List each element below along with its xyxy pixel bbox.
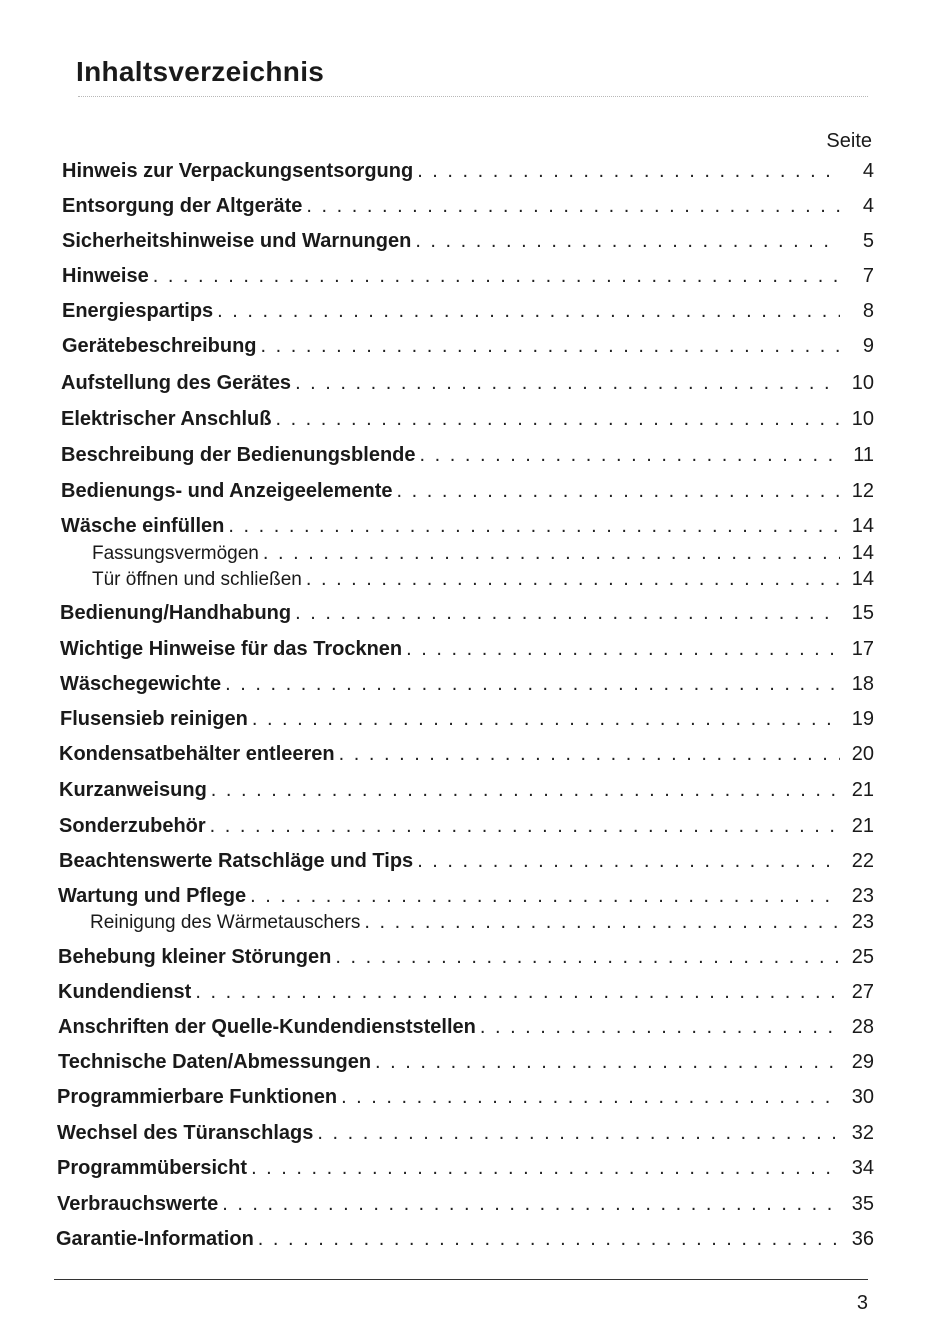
dot-leader: [228, 515, 840, 538]
toc-entry: [59, 815, 874, 838]
dot-leader: [153, 265, 840, 288]
toc-entry: [62, 300, 874, 323]
toc-entry-title: Tür öffnen und schließen: [92, 569, 302, 590]
dot-leader: [406, 638, 840, 661]
toc-entry-page: 14: [851, 515, 874, 537]
toc-entry: [58, 885, 874, 908]
toc-entry-page: 23: [851, 885, 874, 907]
toc-entry-title: Beachtenswerte Ratschläge und Tips: [59, 850, 414, 872]
toc-entry-page: 34: [851, 1157, 874, 1179]
toc-entry-title: Wechsel des Türanschlags: [57, 1122, 314, 1144]
toc-entry-page: 35: [851, 1193, 874, 1215]
toc-entry-page: 17: [851, 638, 874, 660]
toc-entry: [59, 850, 874, 873]
toc-entry-page: 11: [853, 444, 874, 466]
toc-entry-title: Technische Daten/Abmessungen: [58, 1051, 372, 1073]
toc-entry-page: 7: [862, 265, 874, 287]
toc-entry-title: Energiespartips: [62, 300, 214, 322]
dot-leader: [420, 444, 840, 467]
dot-leader: [195, 981, 840, 1004]
toc-entry-page: 9: [862, 335, 874, 357]
toc-entry-page: 21: [851, 779, 874, 801]
toc-entry: [60, 708, 874, 731]
toc-entry-page: 15: [851, 602, 874, 624]
toc-entry-page: 18: [851, 673, 874, 695]
toc-entry: [60, 638, 874, 661]
dot-leader: [263, 542, 840, 565]
toc-entry-page: 12: [851, 480, 874, 502]
toc-entry: [58, 946, 874, 969]
toc-entry: [58, 981, 874, 1004]
toc-entry: [62, 265, 874, 288]
toc-entry-page: 28: [851, 1016, 874, 1038]
toc-entry: [56, 1228, 874, 1251]
toc-entry: [58, 1051, 874, 1074]
toc-entry-title: Kondensatbehälter entleeren: [59, 743, 335, 765]
toc-entry-page: 14: [851, 568, 874, 590]
dot-leader: [339, 743, 840, 766]
toc-entry-title: Bedienung/Handhabung: [60, 602, 292, 624]
toc-entry: [60, 673, 874, 696]
dot-leader: [210, 815, 840, 838]
toc-entry-title: Kundendienst: [58, 981, 192, 1003]
page-number: 3: [856, 1292, 868, 1314]
dot-leader: [225, 673, 840, 696]
toc-subentry: [90, 911, 874, 934]
toc-entry-page: 25: [851, 946, 874, 968]
toc-entry: [61, 515, 874, 538]
toc-entry: [57, 1157, 874, 1180]
toc-entry: [61, 372, 874, 395]
dot-leader: [364, 911, 840, 934]
toc-entry-title: Sonderzubehör: [59, 815, 206, 837]
toc-entry-title: Entsorgung der Altgeräte: [62, 195, 303, 217]
toc-entry: [57, 1193, 874, 1216]
dot-leader: [222, 1193, 840, 1216]
toc-entry-page: 4: [862, 195, 874, 217]
toc-entry-title: Bedienungs- und Anzeigeelemente: [61, 480, 393, 502]
toc-entry: [59, 743, 874, 766]
toc-entry: [60, 602, 874, 625]
toc-entry-title: Wartung und Pflege: [58, 885, 247, 907]
page-title: Inhaltsverzeichnis: [76, 56, 325, 87]
toc-entry-page: 22: [851, 850, 874, 872]
toc-entry-page: 14: [851, 542, 874, 564]
dot-leader: [317, 1122, 840, 1145]
toc-entry-page: 36: [851, 1228, 874, 1250]
toc-entry: [57, 1122, 874, 1145]
toc-entry-page: 29: [851, 1051, 874, 1073]
toc-entry-title: Reinigung des Wärmetauschers: [90, 912, 361, 933]
dot-leader: [251, 1157, 840, 1180]
toc-entry-title: Hinweis zur Verpackungsentsorgung: [62, 160, 414, 182]
dot-leader: [217, 300, 840, 323]
dot-leader: [335, 946, 840, 969]
dot-leader: [295, 602, 840, 625]
dot-leader: [306, 195, 840, 218]
toc-entry: [62, 160, 874, 183]
toc-entry-title: Programmübersicht: [57, 1157, 248, 1179]
dot-leader: [341, 1086, 840, 1109]
toc-entry-page: 4: [862, 160, 874, 182]
toc-entry-title: Programmierbare Funktionen: [57, 1086, 338, 1108]
dot-leader: [397, 480, 840, 503]
toc-entry-page: 8: [862, 300, 874, 322]
toc-entry-title: Fassungsvermögen: [92, 543, 259, 564]
toc-entry: [61, 480, 874, 503]
toc-entry-page: 21: [851, 815, 874, 837]
toc-entry-page: 5: [862, 230, 874, 252]
toc-entry-title: Flusensieb reinigen: [60, 708, 248, 730]
toc-subentry: [92, 568, 874, 591]
toc-entry-title: Behebung kleiner Störungen: [58, 946, 332, 968]
toc-entry: [59, 779, 874, 802]
dot-leader: [480, 1016, 840, 1039]
dot-leader: [417, 160, 840, 183]
toc-entry: [62, 230, 874, 253]
dot-leader: [415, 230, 840, 253]
toc-entry-title: Anschriften der Quelle-Kundendienststellen: [58, 1016, 476, 1038]
toc-entry-title: Wichtige Hinweise für das Trocknen: [60, 638, 403, 660]
dot-leader: [417, 850, 840, 873]
toc-entry-page: 10: [851, 372, 874, 394]
toc-entry: [61, 408, 874, 431]
toc-entry-page: 27: [851, 981, 874, 1003]
toc-entry-page: 20: [851, 743, 874, 765]
dot-leader: [258, 1228, 840, 1251]
toc-entry-title: Wäsche einfüllen: [61, 515, 225, 537]
toc-entry: [61, 444, 874, 467]
dot-leader: [252, 708, 840, 731]
title-divider: [78, 96, 868, 97]
toc-entry-title: Aufstellung des Gerätes: [61, 372, 292, 394]
dot-leader: [250, 885, 840, 908]
toc-entry: [62, 195, 874, 218]
toc-entry-title: Beschreibung der Bedienungsblende: [61, 444, 416, 466]
toc-entry-title: Hinweise: [62, 265, 149, 287]
toc-entry-page: 23: [851, 911, 874, 933]
toc-entry: [57, 1086, 874, 1109]
page-column-label: Seite: [826, 130, 872, 152]
dot-leader: [375, 1051, 840, 1074]
dot-leader: [295, 372, 840, 395]
toc-entry-title: Garantie-Information: [56, 1228, 254, 1250]
toc-entry-page: 30: [851, 1086, 874, 1108]
dot-leader: [306, 568, 840, 591]
toc-entry-page: 32: [851, 1122, 874, 1144]
dot-leader: [261, 335, 840, 358]
toc-entry-title: Sicherheitshinweise und Warnungen: [62, 230, 412, 252]
toc-subentry: [92, 542, 874, 565]
dot-leader: [275, 408, 840, 431]
toc-entry-title: Elektrischer Anschluß: [61, 408, 272, 430]
toc-entry-title: Wäschegewichte: [60, 673, 222, 695]
footer-divider: [54, 1279, 868, 1280]
toc-entry-title: Verbrauchswerte: [57, 1193, 219, 1215]
toc-entry-title: Gerätebeschreibung: [62, 335, 257, 357]
dot-leader: [211, 779, 840, 802]
toc-entry: [62, 335, 874, 358]
toc-entry-title: Kurzanweisung: [59, 779, 207, 801]
toc-entry-page: 10: [851, 408, 874, 430]
toc-entry-page: 19: [851, 708, 874, 730]
toc-entry: [58, 1016, 874, 1039]
